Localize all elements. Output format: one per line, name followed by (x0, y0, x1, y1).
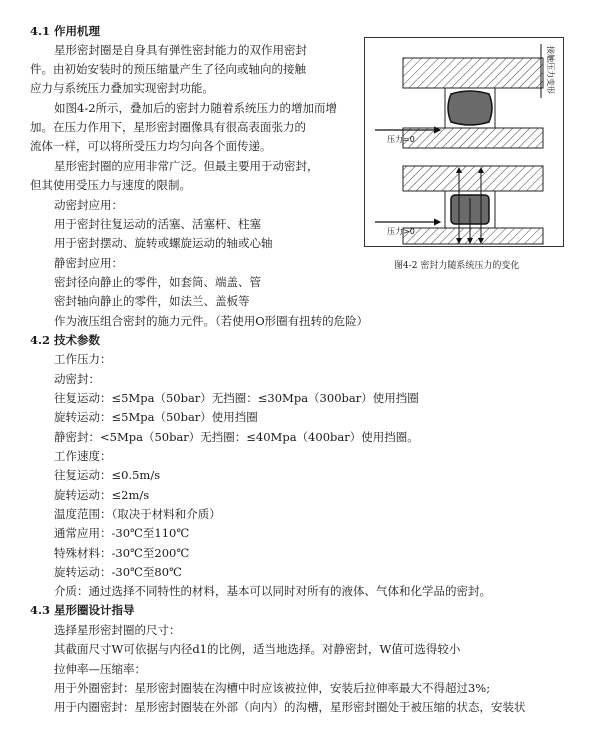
text-line: 应力与系统压力叠加实现密封功能。 (30, 81, 214, 95)
text-line: 温度范围：（取决于材料和介质） (54, 507, 221, 521)
text-line: 作为液压组合密封的施力元件。（若使用O形圈有扭转的危险） (54, 314, 369, 328)
text-line: 工作压力： (54, 352, 112, 366)
text-line: 但其使用受压力与速度的限制。 (30, 178, 191, 192)
text-line: 介质：通过选择不同特性的材料，基本可以同时对所有的液体、气体和化学品的密封。 (54, 584, 491, 598)
text-line: 往复运动：≤0.5m/s (54, 468, 161, 482)
text-line: 如图4-2所示，叠加后的密封力随着系统压力的增加而增 (54, 101, 338, 115)
text-line: 静密封应用： (54, 256, 123, 270)
text-line: 拉伸率—压缩率： (54, 662, 146, 676)
text-line: 旋转运动：≤5Mpa（50bar）使用挡圈 (54, 410, 258, 424)
text-line: 用于内圈密封：星形密封圈装在外部（向内）的沟槽，星形密封圈处于被压缩的状态，安装状 (54, 700, 526, 714)
text-line: 选择星形密封圈的尺寸： (54, 623, 181, 637)
label-pressure-zero: 压力=0 (387, 135, 415, 144)
figure-caption: 图4-2 密封力随系统压力的变化 (394, 261, 520, 271)
text-line: 工作速度： (54, 449, 112, 463)
label-pressure-positive: 压力>0 (387, 227, 415, 236)
text-line: 流体一样，可以将所受压力均匀向各个面传递。 (30, 139, 272, 153)
section-heading-4-3: 4.3 星形圈设计指导 (30, 603, 135, 617)
text-line: 加。在压力作用下，星形密封圈像具有很高表面张力的 (30, 120, 306, 134)
text-line: 特殊材料：-30℃至200℃ (54, 546, 190, 560)
text-line: 件。由初始安装时的预压缩量产生了径向或轴向的接触 (30, 62, 306, 76)
text-line: 星形密封圈是自身具有弹性密封能力的双作用密封 (54, 43, 307, 57)
text-line: 静密封：<5Mpa（50bar）无挡圈：≤40Mpa（400bar）使用挡圈。 (54, 430, 419, 444)
text-line: 通常应用：-30℃至110℃ (54, 526, 190, 540)
text-line: 密封轴向静止的零件，如法兰、盖板等 (54, 294, 250, 308)
text-line: 旋转运动：≤2m/s (54, 488, 150, 502)
text-line: 其截面尺寸W可依据与内径d1的比例，适当地选择。对静密封，W值可选得较小 (54, 642, 461, 656)
seal-force-diagram (365, 38, 563, 246)
text-line: 用于密封摆动、旋转或螺旋运动的轴或心轴 (54, 236, 273, 250)
text-line: 用于外圈密封：星形密封圈装在沟槽中时应该被拉伸，安装后拉伸率最大不得超过3%; (54, 681, 491, 695)
text-line: 用于密封往复运动的活塞、活塞杆、柱塞 (54, 217, 261, 231)
top-assembly (375, 58, 543, 148)
label-contact-deformation: 接触压力变形 (546, 46, 555, 94)
text-line: 往复运动：≤5Mpa（50bar）无挡圈：≤30Mpa（300bar）使用挡圈 (54, 391, 419, 405)
section-heading-4-2: 4.2 技术参数 (30, 333, 101, 347)
text-line: 旋转运动：-30℃至80℃ (54, 565, 182, 579)
text-line: 星形密封圈的应用非常广泛。但最主要用于动密封， (54, 159, 319, 173)
text-line: 密封径向静止的零件，如套筒、端盖、管 (54, 275, 261, 289)
text-line: 动密封： (54, 372, 100, 386)
bottom-assembly (375, 166, 543, 244)
text-line: 动密封应用： (54, 198, 123, 212)
section-heading-4-1: 4.1 作用机理 (30, 24, 101, 38)
seal-force-figure (364, 37, 564, 247)
